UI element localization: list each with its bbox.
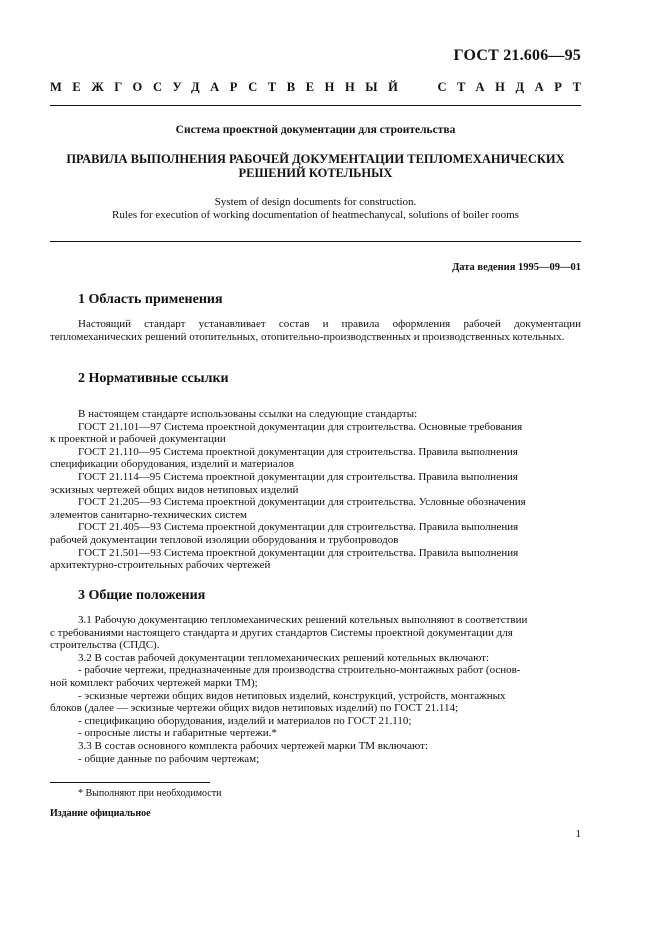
interstate-word: МЕЖГОСУДАРСТВЕННЫЙ <box>50 80 409 94</box>
header-rule <box>50 105 581 106</box>
text-line: В настоящем стандарте использованы ссылки на следующие стандарты: <box>78 408 418 420</box>
footnote-rule <box>50 782 210 783</box>
text-line: - общие данные по рабочим чертежам; <box>78 752 260 765</box>
text-line: - эскизные чертежи общих видов нетиповых изделий, конструкций, устройств, монтажных <box>78 689 506 702</box>
text-line: ГОСТ 21.405—93 Система проектной документации для строительства. Правила выполнения <box>78 521 519 534</box>
system-title: Система проектной документации для строительства <box>175 124 456 136</box>
text-line: - спецификацию оборудования, изделий и материалов по ГОСТ 21.110; <box>78 714 412 727</box>
section-2-heading: 2 Нормативные ссылки <box>78 371 229 386</box>
official-edition-label: Издание официальное <box>50 808 151 819</box>
title-rule <box>50 241 581 242</box>
footnote: * Выполняют при необходимости <box>78 788 222 799</box>
english-title-line: System of design documents for construction. <box>214 196 417 208</box>
text-line: ГОСТ 21.110—95 Система проектной документации для строительства. Правила выполнения <box>78 445 518 458</box>
text-line: ГОСТ 21.205—93 Система проектной документации для строительства. Условные обозначения <box>78 496 526 509</box>
text-line: блоков (далее — эскизные чертежи общих видов нетиповых изделий) по ГОСТ 21.114; <box>50 702 459 715</box>
text-line: 3.2 В состав рабочей документации тепломеханических решений котельных включают: <box>78 651 490 664</box>
main-title-line: РЕШЕНИЙ КОТЕЛЬНЫХ <box>238 166 393 180</box>
main-title <box>50 152 581 180</box>
standard-word: СТАНДАРТ <box>437 80 592 94</box>
interstate-standard-banner <box>50 80 592 95</box>
section-1-heading: 1 Область применения <box>78 292 223 307</box>
text-line: архитектурно-строительных рабочих чертежей <box>50 559 271 572</box>
section-1-text: Настоящий стандарт устанавливает состав и правила оформления рабочей документации тепломеханических решений отопительных, отопительно-производственных и производственных котельных. <box>50 318 581 343</box>
text-line: - рабочие чертежи, предназначенные для производства строительно-монтажных работ (основ- <box>78 664 521 677</box>
section-3-heading: 3 Общие положения <box>78 588 206 603</box>
document-number: ГОСТ 21.606—95 <box>453 47 581 64</box>
text-line: к проектной и рабочей документации <box>50 433 226 446</box>
main-title-line: ПРАВИЛА ВЫПОЛНЕНИЯ РАБОЧЕЙ ДОКУМЕНТАЦИИ ТЕПЛОМЕХАНИЧЕСКИХ <box>66 152 565 166</box>
text-line: спецификации оборудования, изделий и материалов <box>50 458 294 471</box>
introduction-date: Дата ведения 1995—09—01 <box>452 262 581 273</box>
text-line: 3.1 Рабочую документацию тепломеханических решений котельных выполняют в соответствии <box>78 614 528 626</box>
text-line: ГОСТ 21.501—93 Система проектной документации для строительства. Правила выполнения <box>78 546 519 559</box>
text-line: эскизных чертежей общих видов нетиповых изделий <box>50 483 299 496</box>
page-number: 1 <box>575 828 581 840</box>
english-title-line: Rules for execution of working documentation of heatmechanycal, solutions of boiler rooms <box>112 209 519 221</box>
text-line: ГОСТ 21.101—97 Система проектной документации для строительства. Основные требования <box>78 420 523 433</box>
text-line: ной комплект рабочих чертежей марки ТМ); <box>50 677 258 689</box>
text-line: строительства (СПДС). <box>50 639 160 652</box>
text-line: рабочей документации тепловой изоляции оборудования и трубопроводов <box>50 534 399 546</box>
text-line: ГОСТ 21.114—95 Система проектной документации для строительства. Правила выполнения <box>78 471 518 483</box>
text-line: - опросные листы и габаритные чертежи.* <box>78 727 277 740</box>
text-line: элементов санитарно-технических систем <box>50 508 247 521</box>
english-title <box>50 196 581 222</box>
text-line: с требованиями настоящего стандарта и других стандартов Системы проектной документации для <box>50 626 513 639</box>
text-line: 3.3 В состав основного комплекта рабочих чертежей марки ТМ включают: <box>78 740 428 752</box>
